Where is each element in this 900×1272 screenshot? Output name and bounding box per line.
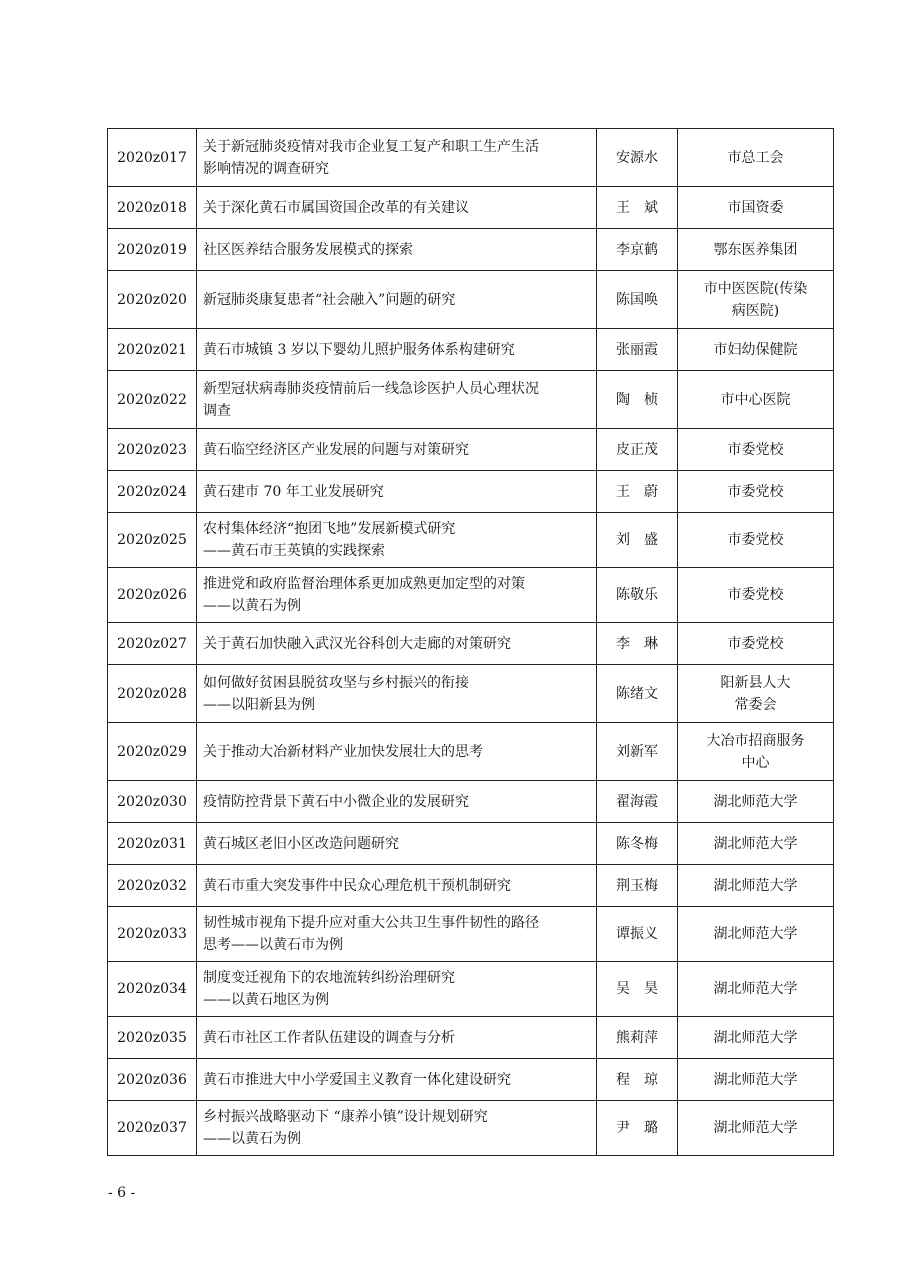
project-code-cell: 2020z037 (108, 1101, 197, 1156)
organization-line: 市总工会 (727, 149, 784, 166)
author-cell: 张丽霞 (597, 329, 678, 371)
organization-cell (678, 1017, 834, 1059)
project-title-line: ——以黄石为例 (203, 598, 301, 614)
project-code-cell: 2020z022 (108, 371, 197, 429)
table-row (108, 962, 834, 1017)
author-cell: 陈绪文 (597, 665, 678, 723)
author-cell: 安源水 (597, 129, 678, 187)
organization-line: 湖北师范大学 (713, 793, 798, 810)
organization-line: 湖北师范大学 (713, 1120, 798, 1136)
project-title-cell (197, 865, 597, 907)
table-row (108, 1017, 834, 1059)
project-title-line: 新冠肺炎康复患者“社会融入”问题的研究 (203, 291, 456, 308)
organization-line: 市委党校 (727, 635, 784, 652)
organization-line: 湖北师范大学 (713, 1071, 798, 1088)
project-title-line: 黄石市城镇 3 岁以下婴幼儿照护服务体系构建研究 (203, 341, 515, 358)
organization-line: 中心 (741, 754, 770, 771)
project-title-line: 关于黄石加快融入武汉光谷科创大走廊的对策研究 (203, 635, 511, 652)
table-row (108, 723, 834, 781)
table-row (108, 329, 834, 371)
table-row (108, 907, 834, 962)
project-title-cell (197, 1017, 597, 1059)
table-row (108, 271, 834, 329)
project-code-cell: 2020z032 (108, 865, 197, 907)
organization-cell (678, 471, 834, 513)
table-row (108, 865, 834, 907)
project-title-cell (197, 229, 597, 271)
page-number: - 6 - (108, 1185, 136, 1201)
project-title-line: 如何做好贫困县脱贫攻坚与乡村振兴的衔接 (203, 674, 469, 691)
project-title-line: ——以黄石为例 (203, 1131, 301, 1147)
project-code-cell: 2020z018 (108, 187, 197, 229)
project-title-line: 农村集体经济“抱团飞地”发展新模式研究 (203, 521, 456, 537)
organization-cell (678, 129, 834, 187)
organization-line: 市妇幼保健院 (713, 341, 798, 358)
project-title-cell (197, 962, 597, 1017)
author-cell: 陶 桢 (597, 371, 678, 429)
project-title-line: 影响情况的调查研究 (203, 160, 329, 177)
author-cell: 荆玉梅 (597, 865, 678, 907)
organization-cell (678, 962, 834, 1017)
project-code-cell: 2020z024 (108, 471, 197, 513)
project-code-cell: 2020z036 (108, 1059, 197, 1101)
table-row (108, 129, 834, 187)
project-title-line: 新型冠状病毒肺炎疫情前后一线急诊医护人员心理状况 (203, 380, 539, 397)
project-title-line: 黄石市社区工作者队伍建设的调查与分析 (203, 1029, 455, 1046)
organization-cell (678, 1101, 834, 1156)
organization-line: 湖北师范大学 (713, 1029, 798, 1046)
author-cell: 李京鹤 (597, 229, 678, 271)
project-title-cell (197, 329, 597, 371)
project-title-line: 疫情防控背景下黄石中小微企业的发展研究 (203, 793, 469, 810)
organization-cell (678, 865, 834, 907)
organization-cell (678, 781, 834, 823)
organization-cell (678, 568, 834, 623)
organization-line: 湖北师范大学 (713, 926, 798, 942)
project-title-cell (197, 371, 597, 429)
table-row (108, 665, 834, 723)
organization-line: 阳新县人大 (720, 674, 791, 691)
organization-line: 市委党校 (727, 587, 784, 603)
table-row (108, 781, 834, 823)
author-cell: 翟海霞 (597, 781, 678, 823)
organization-cell (678, 187, 834, 229)
project-title-line: 关于新冠肺炎疫情对我市企业复工复产和职工生产生活 (203, 138, 539, 155)
project-code-cell: 2020z026 (108, 568, 197, 623)
author-cell: 李 琳 (597, 623, 678, 665)
project-title-cell (197, 1101, 597, 1156)
organization-line: 市委党校 (727, 483, 784, 500)
project-code-cell: 2020z021 (108, 329, 197, 371)
project-title-line: 社区医养结合服务发展模式的探索 (203, 241, 413, 258)
organization-cell (678, 329, 834, 371)
project-title-cell (197, 568, 597, 623)
author-cell: 王 蔚 (597, 471, 678, 513)
project-code-cell: 2020z028 (108, 665, 197, 723)
organization-cell (678, 429, 834, 471)
project-title-cell (197, 129, 597, 187)
organization-line: 市中心医院 (720, 391, 791, 408)
organization-line: 湖北师范大学 (713, 981, 798, 997)
project-title-line: 黄石临空经济区产业发展的问题与对策研究 (203, 441, 469, 458)
project-title-line: 思考——以黄石市为例 (203, 937, 343, 953)
organization-line: 市国资委 (727, 199, 784, 216)
project-title-line: 黄石建市 70 年工业发展研究 (203, 483, 384, 500)
project-title-line: 黄石市重大突发事件中民众心理危机干预机制研究 (203, 877, 511, 894)
author-cell: 尹 璐 (597, 1101, 678, 1156)
project-code-cell: 2020z034 (108, 962, 197, 1017)
table-row (108, 823, 834, 865)
organization-line: 鄂东医养集团 (713, 241, 798, 258)
organization-cell (678, 271, 834, 329)
organization-cell (678, 723, 834, 781)
project-code-cell: 2020z027 (108, 623, 197, 665)
project-title-cell (197, 187, 597, 229)
project-title-cell (197, 665, 597, 723)
project-code-cell: 2020z035 (108, 1017, 197, 1059)
table-row (108, 623, 834, 665)
table-row (108, 187, 834, 229)
project-title-line: 制度变迁视角下的农地流转纠纷治理研究 (203, 970, 455, 986)
project-title-line: 关于深化黄石市属国资国企改革的有关建议 (203, 199, 469, 216)
organization-line: 市委党校 (727, 441, 784, 458)
project-title-cell (197, 429, 597, 471)
project-code-cell: 2020z020 (108, 271, 197, 329)
author-cell: 谭振义 (597, 907, 678, 962)
project-title-cell (197, 823, 597, 865)
author-cell: 熊莉萍 (597, 1017, 678, 1059)
project-code-cell: 2020z031 (108, 823, 197, 865)
project-title-cell (197, 907, 597, 962)
project-title-cell (197, 471, 597, 513)
project-title-cell (197, 623, 597, 665)
project-title-line: 乡村振兴战略驱动下 “康养小镇”设计规划研究 (203, 1109, 488, 1125)
project-code-cell: 2020z019 (108, 229, 197, 271)
organization-line: 常委会 (734, 696, 777, 713)
project-code-cell: 2020z030 (108, 781, 197, 823)
project-table (107, 128, 834, 1156)
project-title-line: 推进党和政府监督治理体系更加成熟更加定型的对策 (203, 576, 525, 592)
author-cell: 刘新军 (597, 723, 678, 781)
project-title-line: 调查 (203, 402, 231, 419)
organization-cell (678, 513, 834, 568)
author-cell: 吴 昊 (597, 962, 678, 1017)
project-title-cell (197, 1059, 597, 1101)
project-title-cell (197, 781, 597, 823)
organization-cell (678, 1059, 834, 1101)
project-title-cell (197, 513, 597, 568)
organization-line: 湖北师范大学 (713, 835, 798, 852)
project-title-line: ——黄石市王英镇的实践探索 (203, 543, 385, 559)
organization-line: 病医院) (731, 302, 780, 319)
project-code-cell: 2020z029 (108, 723, 197, 781)
project-table-body (108, 129, 834, 1156)
organization-cell (678, 623, 834, 665)
project-title-line: ——以阳新县为例 (203, 696, 315, 713)
project-title-line: 韧性城市视角下提升应对重大公共卫生事件韧性的路径 (203, 915, 539, 931)
project-title-line: 关于推动大冶新材料产业加快发展壮大的思考 (203, 743, 483, 760)
organization-cell (678, 371, 834, 429)
project-code-cell: 2020z023 (108, 429, 197, 471)
author-cell: 陈敬乐 (597, 568, 678, 623)
organization-cell (678, 907, 834, 962)
organization-cell (678, 823, 834, 865)
table-row (108, 229, 834, 271)
organization-line: 市委党校 (727, 532, 784, 548)
table-row (108, 513, 834, 568)
organization-cell (678, 229, 834, 271)
organization-line: 大冶市招商服务 (706, 732, 805, 749)
organization-line: 市中医医院(传染 (703, 280, 808, 297)
table-row (108, 429, 834, 471)
author-cell: 王 斌 (597, 187, 678, 229)
table-row (108, 568, 834, 623)
project-code-cell: 2020z025 (108, 513, 197, 568)
author-cell: 陈冬梅 (597, 823, 678, 865)
author-cell: 刘 盛 (597, 513, 678, 568)
organization-cell (678, 665, 834, 723)
table-row (108, 471, 834, 513)
project-title-line: 黄石市推进大中小学爱国主义教育一体化建设研究 (203, 1071, 511, 1088)
author-cell: 程 琼 (597, 1059, 678, 1101)
table-row (108, 1101, 834, 1156)
project-title-cell (197, 271, 597, 329)
author-cell: 陈国唤 (597, 271, 678, 329)
project-title-cell (197, 723, 597, 781)
organization-line: 湖北师范大学 (713, 877, 798, 894)
project-code-cell: 2020z033 (108, 907, 197, 962)
project-code-cell: 2020z017 (108, 129, 197, 187)
project-title-line: ——以黄石地区为例 (203, 992, 329, 1008)
author-cell: 皮正茂 (597, 429, 678, 471)
table-row (108, 371, 834, 429)
project-title-line: 黄石城区老旧小区改造问题研究 (203, 835, 399, 852)
table-row (108, 1059, 834, 1101)
